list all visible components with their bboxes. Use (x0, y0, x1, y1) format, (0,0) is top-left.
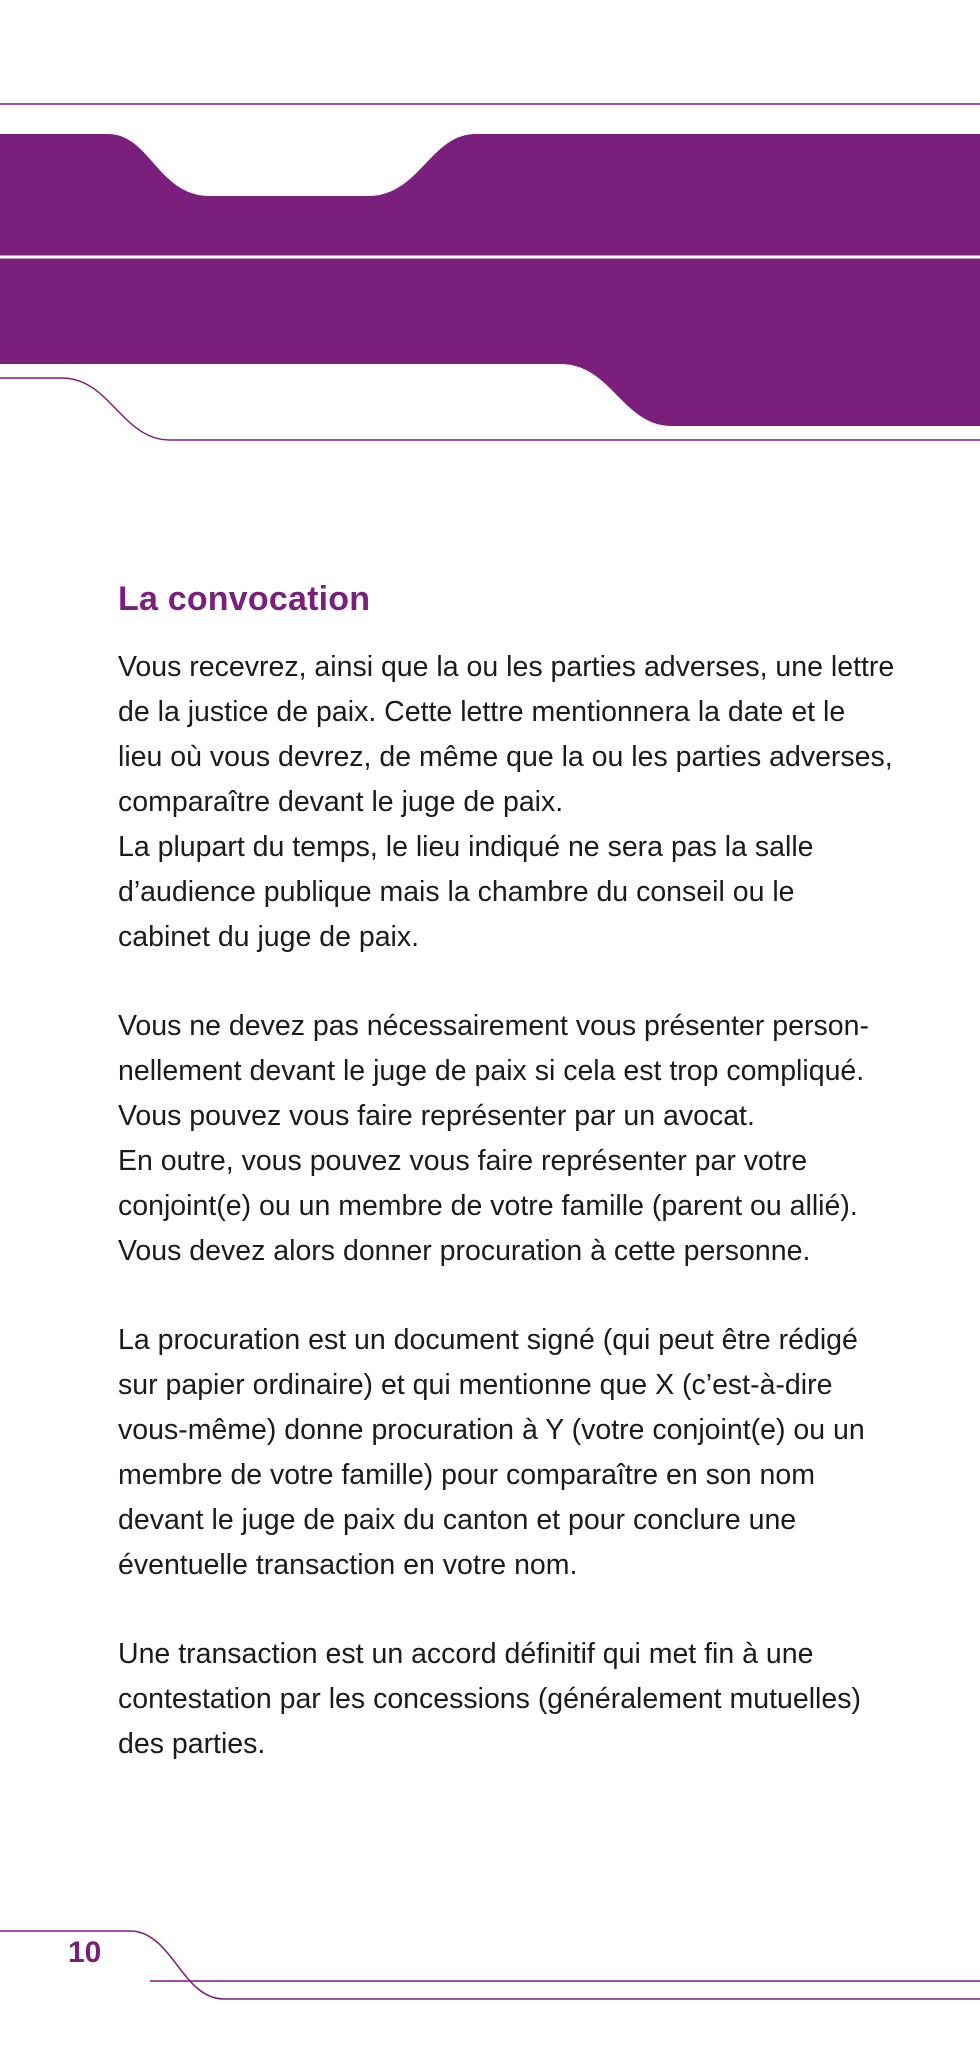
text-line: La procuration est un document signé (qui peut être rédigé (118, 1324, 858, 1356)
text-line: membre de votre famille) pour comparaître en son nom (118, 1459, 815, 1491)
text-line: En outre, vous pouvez vous faire représenter par votre (118, 1145, 808, 1177)
text-line: Vous pouvez vous faire représenter par un avocat. (118, 1100, 755, 1132)
text-line: devant le juge de paix du canton et pour conclure une (118, 1504, 797, 1536)
text-line: nellement devant le juge de paix si cela est trop compliqué. (118, 1055, 865, 1087)
text-line: comparaître devant le juge de paix. (118, 786, 564, 818)
text-line: des parties. (118, 1728, 266, 1760)
text-line: La plupart du temps, le lieu indiqué ne sera pas la salle (118, 831, 814, 863)
text-line: de la justice de paix. Cette lettre mentionnera la date et le (118, 696, 846, 728)
header-band-shape (0, 134, 980, 426)
text-line: Vous devez alors donner procuration à cette personne. (118, 1235, 811, 1267)
paragraph-1 (118, 645, 895, 960)
text-line: vous-même) donne procuration à Y (votre conjoint(e) ou un (118, 1414, 865, 1446)
main-content (118, 580, 895, 1811)
text-line: Vous recevrez, ainsi que la ou les parties adverses, une lettre (118, 651, 895, 683)
header-decorative-band (0, 0, 980, 460)
text-line: lieu où vous devrez, de même que la ou les parties adverses, (118, 741, 893, 773)
page-number: 10 (68, 1936, 102, 1969)
text-line: cabinet du juge de paix. (118, 921, 420, 953)
text-line: contestation par les concessions (généralement mutuelles) (118, 1683, 861, 1715)
footer-decorative-line (0, 1915, 980, 2025)
paragraph-3 (118, 1318, 878, 1588)
text-line: conjoint(e) ou un membre de votre famille (parent ou allié). (118, 1190, 858, 1222)
text-line: Une transaction est un accord définitif qui met fin à une (118, 1638, 814, 1670)
section-title: La convocation (118, 580, 371, 618)
paragraph-2 (118, 1004, 878, 1274)
text-line: d’audience publique mais la chambre du conseil ou le (118, 876, 795, 908)
paragraph-4 (118, 1632, 878, 1767)
text-line: sur papier ordinaire) et qui mentionne que X (c’est-à-dire (118, 1369, 833, 1401)
text-line: éventuelle transaction en votre nom. (118, 1549, 578, 1581)
text-line: Vous ne devez pas nécessairement vous présenter person- (118, 1010, 869, 1042)
